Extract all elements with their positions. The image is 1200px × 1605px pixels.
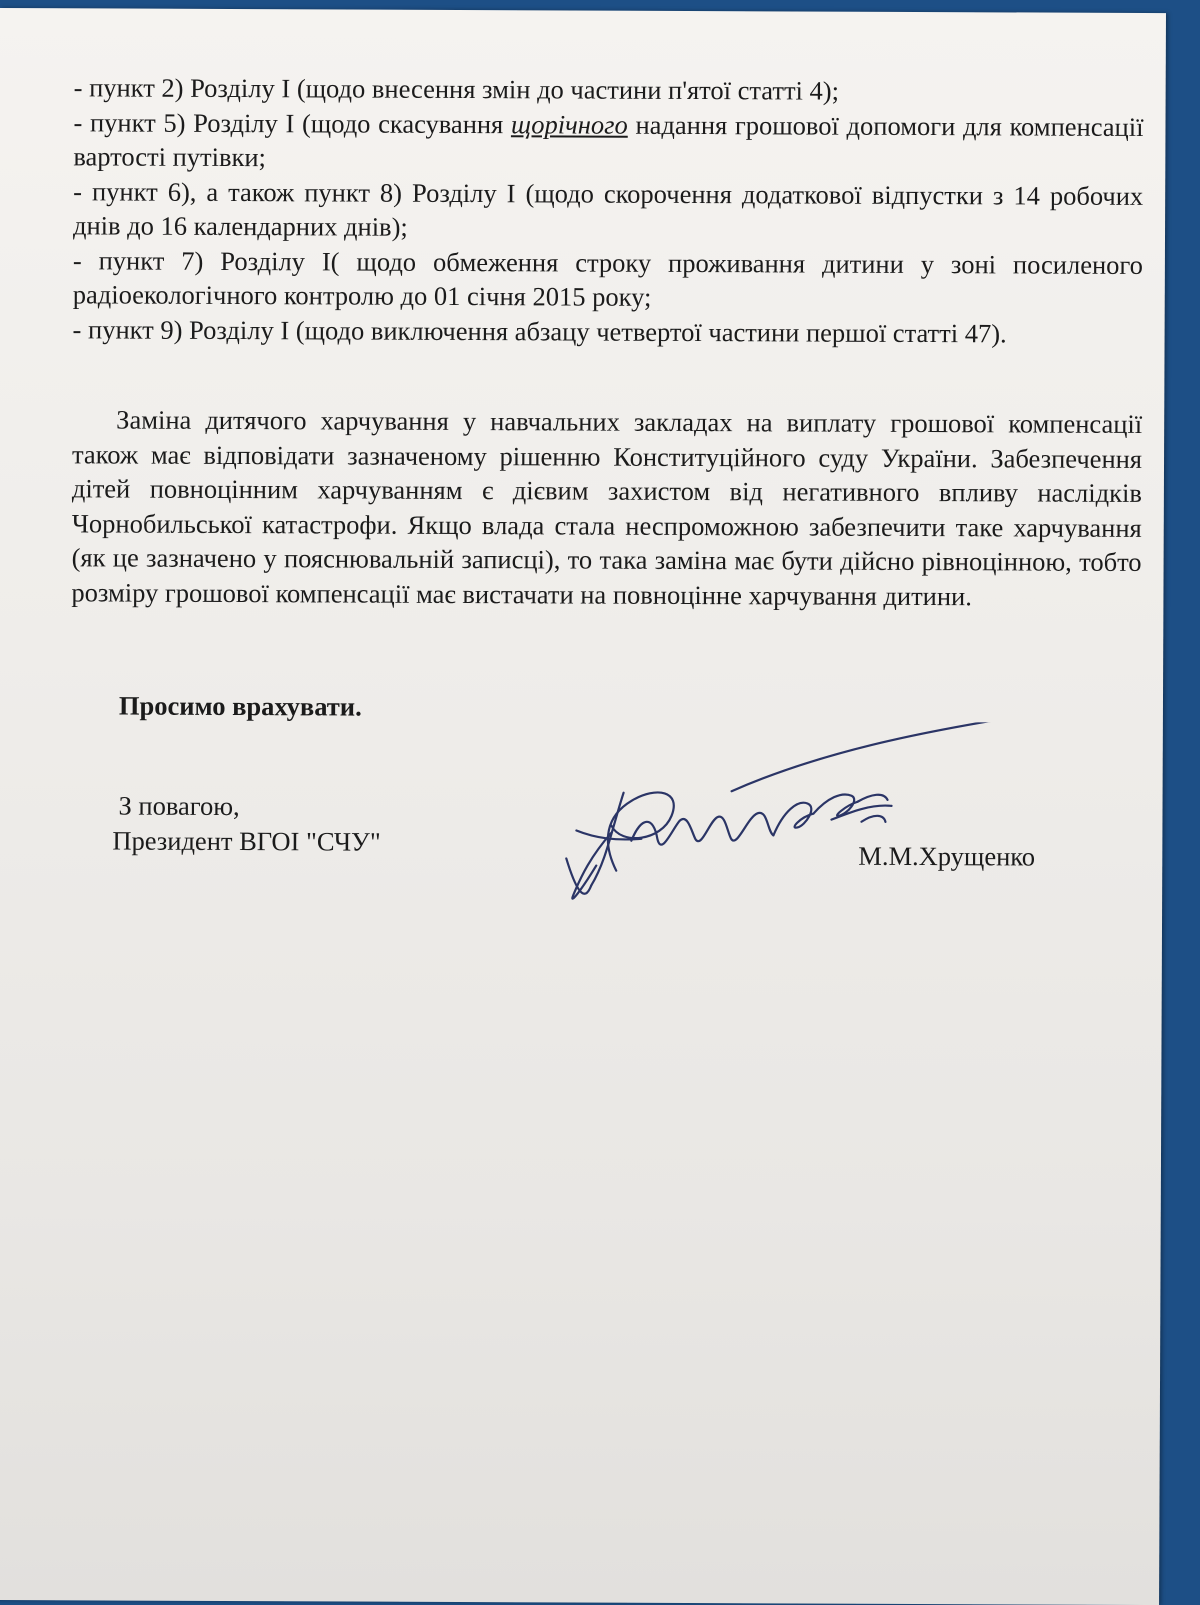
closing-regards: З повагою,	[118, 790, 240, 822]
handwritten-signature	[561, 720, 1042, 922]
underlined-word: щорічного	[510, 108, 628, 140]
list-item-text: надання грошової допомоги для компенсації вартості путівки;	[73, 109, 1144, 173]
letter-page	[0, 8, 1166, 1605]
list-item: - пункт 6), а також пункт 8) Розділу I (щодо скорочення додаткової відпустки з 14 робочих днів до 16 календарних днів);	[72, 175, 1144, 242]
list-item-text: - пункт 5) Розділу I (щодо скасування	[73, 106, 512, 139]
signer-position: Президент ВГОІ "СЧУ"	[112, 825, 381, 857]
list-item: - пункт 2) Розділу I (щодо внесення змін до частини п'ятої статті 4);	[73, 72, 840, 106]
signer-name: М.М.Хрущенко	[858, 840, 1036, 872]
item-list	[73, 70, 1144, 351]
list-item: - пункт 9) Розділу I (щодо виключення абзацу четвертої частини першої статті 47).	[72, 313, 1007, 348]
list-item	[73, 105, 1143, 179]
request-line: Просимо врахувати.	[118, 690, 362, 722]
body-paragraph: Заміна дитячого харчування у навчальних закладах на виплату грошової компенсації також має відповідати зазначеному рішенню Конституційного суду України. Забезпечення дітей повноцінним харчуванням є дієвим захистом від негативного впливу наслідків Чорнобильської катастрофи. Якщо влада стала неспроможною забезпечити таке харчування (як це зазначено у пояснювальній записці), то така заміна має бути дійсно рівноцінною, тобто розміру грошової компенсації має вистачати на повноцінне харчування дитини.	[71, 404, 1143, 611]
list-item: - пункт 7) Розділу I( щодо обмеження строку проживання дитини у зоні посиленого радіоекологічного контролю до 01 січня 2015 року;	[72, 244, 1143, 312]
